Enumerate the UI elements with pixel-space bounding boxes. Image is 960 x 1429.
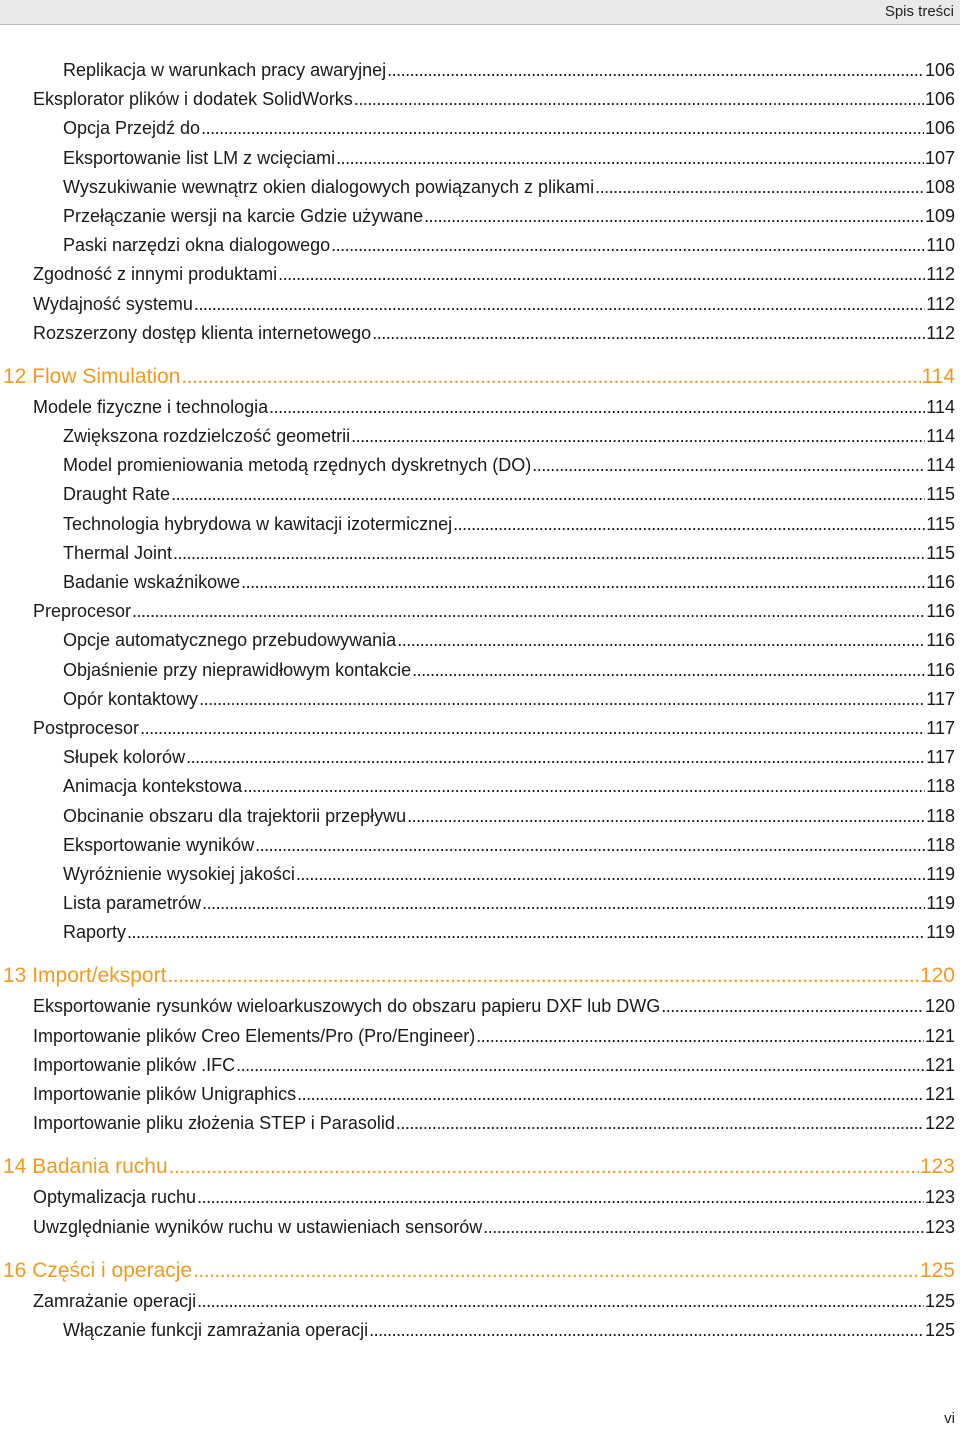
toc-entry[interactable] [0, 118, 960, 147]
toc-entry-page: 116 [926, 659, 955, 680]
toc-entry-title: Badanie wskaźnikowe [63, 572, 241, 592]
toc-dot-leader [169, 1155, 919, 1179]
toc-entry-page: 121 [924, 1084, 955, 1104]
toc-entry-title: 13 Import/eksport [3, 964, 167, 988]
toc-dot-leader [397, 630, 925, 651]
toc-entry[interactable] [0, 1055, 960, 1084]
toc-entry[interactable] [0, 426, 960, 455]
toc-entry[interactable] [0, 455, 960, 484]
toc-entry-title: Słupek kolorów [63, 747, 186, 768]
toc-entry-page: 116 [926, 572, 955, 592]
toc-entry-page: 117 [926, 688, 955, 709]
toc-entry[interactable] [0, 776, 960, 805]
toc-entry[interactable] [0, 484, 960, 513]
toc-entry-page: 115 [926, 484, 955, 505]
toc-entry-title: Draught Rate [63, 484, 171, 505]
toc-entry-page: 110 [926, 235, 955, 256]
toc-entry-page: 106 [924, 89, 955, 110]
toc-dot-leader [412, 660, 925, 681]
toc-entry-title: Wyszukiwanie wewnątrz okien dialogowych powiązanych z plikami [63, 176, 595, 197]
toc-entry-title: Modele fizyczne i technologia [33, 396, 269, 417]
toc-dot-leader [173, 543, 925, 564]
toc-entry-title: Technologia hybrydowa w kawitacji izotermicznej [63, 513, 453, 534]
toc-entry[interactable] [0, 1187, 960, 1216]
toc-dot-leader [297, 1084, 924, 1105]
toc-entry-title: Opcje automatycznego przebudowywania [63, 630, 397, 651]
toc-dot-leader [278, 264, 925, 285]
toc-entry-title: Raporty [63, 922, 127, 943]
toc-entry-title: Eksportowanie rysunków wieloarkuszowych do obszaru papieru DXF lub DWG [33, 996, 661, 1017]
toc-dot-leader [354, 89, 924, 110]
toc-entry[interactable] [0, 148, 960, 177]
toc-entry-page: 122 [924, 1113, 955, 1134]
toc-entry-page: 118 [926, 834, 955, 855]
toc-entry[interactable] [0, 1084, 960, 1113]
toc-entry-title: Paski narzędzi okna dialogowego [63, 235, 331, 256]
toc-entry-page: 123 [924, 1187, 955, 1208]
toc-entry-title: Importowanie plików .IFC [33, 1054, 236, 1075]
toc-entry-title: Wydajność systemu [33, 293, 193, 314]
toc-entry[interactable] [0, 543, 960, 572]
toc-dot-leader [199, 689, 925, 710]
toc-entry[interactable] [0, 893, 960, 922]
toc-entry[interactable] [0, 996, 960, 1025]
toc-entry-page: 107 [924, 147, 955, 168]
toc-entry-title: Włączanie funkcji zamrażania operacji [63, 1319, 369, 1340]
toc-entry-title: Importowanie plików Creo Elements/Pro (Pro/Engineer) [33, 1025, 476, 1046]
toc-entry[interactable] [0, 689, 960, 718]
toc-entry-title: Zwiększona rozdzielczość geometrii [63, 426, 351, 447]
toc-entry[interactable] [0, 601, 960, 630]
toc-entry[interactable] [0, 206, 960, 235]
toc-entry[interactable] [0, 235, 960, 264]
toc-entry-page: 116 [926, 630, 955, 651]
toc-dot-leader [171, 484, 925, 505]
toc-entry-title: Model promieniowania metodą rzędnych dyskretnych (DO) [63, 455, 532, 476]
header-title: Spis treści [884, 3, 954, 20]
toc-entry-page: 117 [926, 717, 955, 738]
toc-dot-leader [396, 1113, 924, 1134]
toc-dot-leader [193, 1259, 919, 1283]
toc-entry-title: Wyróżnienie wysokiej jakości [63, 863, 295, 884]
toc-entry-title: Uwzględnianie wyników ruchu w ustawieniach sensorów [33, 1216, 483, 1237]
toc-entry-title: Lista parametrów [63, 893, 202, 914]
toc-entry-title: Rozszerzony dostęp klienta internetowego [33, 322, 372, 343]
toc-entry-title: Objaśnienie przy nieprawidłowym kontakcie [63, 659, 412, 680]
toc-entry-page: 123 [924, 1216, 955, 1237]
toc-entry-title: Obcinanie obszaru dla trajektorii przepływu [63, 805, 407, 826]
toc-entry-page: 125 [924, 1319, 955, 1340]
toc-entry-page: 123 [919, 1155, 955, 1179]
toc-entry-page: 119 [926, 863, 955, 884]
toc-entry-page: 125 [919, 1258, 955, 1282]
toc-entry-page: 120 [924, 996, 955, 1017]
toc-entry-page: 114 [921, 364, 955, 388]
toc-entry-title: Zamrażanie operacji [33, 1290, 197, 1311]
toc-dot-leader [243, 776, 925, 797]
toc-dot-leader [255, 835, 925, 856]
toc-entry[interactable] [0, 89, 960, 118]
toc-dot-leader [483, 1217, 924, 1238]
toc-chapter-entry[interactable] [0, 365, 960, 394]
toc-entry-page: 112 [926, 322, 955, 343]
toc-entry[interactable] [0, 660, 960, 689]
toc-entry[interactable] [0, 323, 960, 352]
toc-chapter-entry[interactable] [0, 1155, 960, 1184]
toc-entry[interactable] [0, 1291, 960, 1320]
toc-entry[interactable] [0, 514, 960, 543]
toc-entry[interactable] [0, 864, 960, 893]
toc-entry-page: 112 [926, 293, 955, 314]
toc-entry-page: 115 [926, 542, 955, 563]
toc-entry[interactable] [0, 630, 960, 659]
toc-entry-page: 108 [924, 176, 955, 197]
toc-entry[interactable] [0, 1217, 960, 1246]
page-header [0, 0, 960, 25]
toc-entry-title: Optymalizacja ruchu [33, 1187, 197, 1208]
toc-dot-leader [167, 964, 919, 988]
toc-dot-leader [407, 806, 925, 827]
toc-entry-page: 112 [926, 264, 955, 285]
toc-entry-page: 109 [924, 205, 955, 226]
toc-entry-title: 14 Badania ruchu [3, 1155, 168, 1179]
toc-dot-leader [186, 747, 925, 768]
toc-entry[interactable] [0, 177, 960, 206]
toc-chapter-entry[interactable] [0, 964, 960, 993]
toc-entry-page: 106 [924, 118, 955, 139]
toc-entry[interactable] [0, 1320, 960, 1349]
toc-dot-leader [424, 206, 924, 227]
toc-dot-leader [336, 148, 924, 169]
toc-dot-leader [331, 235, 925, 256]
toc-dot-leader [372, 323, 925, 344]
toc-dot-leader [236, 1055, 924, 1076]
page-number: vi [944, 1410, 955, 1427]
toc-entry-page: 120 [919, 964, 955, 988]
toc-dot-leader [453, 514, 925, 535]
toc-dot-leader [296, 864, 925, 885]
toc-entry-title: Przełączanie wersji na karcie Gdzie używane [63, 205, 424, 226]
toc-entry-page: 121 [924, 1025, 955, 1046]
toc-entry-page: 119 [926, 893, 955, 914]
toc-entry-page: 118 [926, 776, 955, 797]
toc-entry-title: 16 Części i operacje [3, 1258, 193, 1282]
toc-entry[interactable] [0, 572, 960, 601]
toc-entry-title: Replikacja w warunkach pracy awaryjnej [63, 60, 387, 80]
toc-dot-leader [201, 118, 924, 139]
toc-entry-page: 114 [926, 396, 955, 417]
toc-entry-title: Postprocesor [33, 717, 140, 738]
toc-entry[interactable] [0, 806, 960, 835]
toc-dot-leader [202, 893, 925, 914]
toc-entry-page: 117 [926, 747, 955, 768]
toc-dot-leader [532, 455, 925, 476]
toc-entry-page: 106 [924, 60, 955, 80]
toc-entry-page: 118 [926, 805, 955, 826]
toc-entry[interactable] [0, 922, 960, 951]
toc-dot-leader [269, 397, 925, 418]
toc-entry[interactable] [0, 718, 960, 747]
toc-dot-leader [351, 426, 925, 447]
toc-dot-leader [127, 922, 925, 943]
toc-entry[interactable] [0, 294, 960, 323]
toc-entry-title: Preprocesor [33, 601, 132, 622]
toc-dot-leader [140, 718, 925, 739]
toc-dot-leader [661, 996, 924, 1017]
toc-entry-page: 114 [926, 455, 955, 476]
toc-entry-title: Eksplorator plików i dodatek SolidWorks [33, 89, 353, 110]
toc-dot-leader [197, 1291, 924, 1312]
toc-dot-leader [194, 294, 925, 315]
toc-entry[interactable] [0, 264, 960, 293]
toc-dot-leader [369, 1320, 924, 1341]
toc-entry-title: 12 Flow Simulation [3, 364, 181, 388]
toc-entry-page: 125 [924, 1290, 955, 1311]
toc-dot-leader [241, 572, 925, 593]
toc-entry-title: Opór kontaktowy [63, 688, 199, 709]
toc-entry-title: Importowanie plików Unigraphics [33, 1084, 297, 1104]
toc-entry[interactable] [0, 397, 960, 426]
toc-entry[interactable] [0, 60, 960, 89]
toc-dot-leader [132, 601, 925, 622]
toc-entry-page: 121 [924, 1054, 955, 1075]
toc-entry-title: Eksportowanie wyników [63, 834, 255, 855]
toc-dot-leader [197, 1187, 924, 1208]
toc-entry-page: 119 [926, 922, 955, 943]
table-of-contents [0, 60, 960, 1349]
toc-entry[interactable] [0, 1113, 960, 1142]
toc-entry[interactable] [0, 1026, 960, 1055]
toc-entry[interactable] [0, 747, 960, 776]
toc-entry-page: 116 [926, 601, 955, 622]
toc-entry[interactable] [0, 835, 960, 864]
toc-entry-title: Zgodność z innymi produktami [33, 264, 278, 285]
toc-entry-title: Importowanie pliku złożenia STEP i Parasolid [33, 1113, 395, 1134]
toc-dot-leader [476, 1026, 924, 1047]
toc-entry-title: Opcja Przejdź do [63, 118, 201, 139]
toc-entry-title: Eksportowanie list LM z wcięciami [63, 147, 336, 168]
toc-entry-title: Animacja kontekstowa [63, 776, 243, 797]
toc-dot-leader [595, 177, 924, 198]
toc-entry-page: 114 [926, 426, 955, 447]
toc-dot-leader [387, 60, 924, 81]
toc-dot-leader [181, 365, 920, 389]
toc-entry-title: Thermal Joint [63, 542, 173, 563]
toc-entry-page: 115 [926, 513, 955, 534]
toc-chapter-entry[interactable] [0, 1259, 960, 1288]
